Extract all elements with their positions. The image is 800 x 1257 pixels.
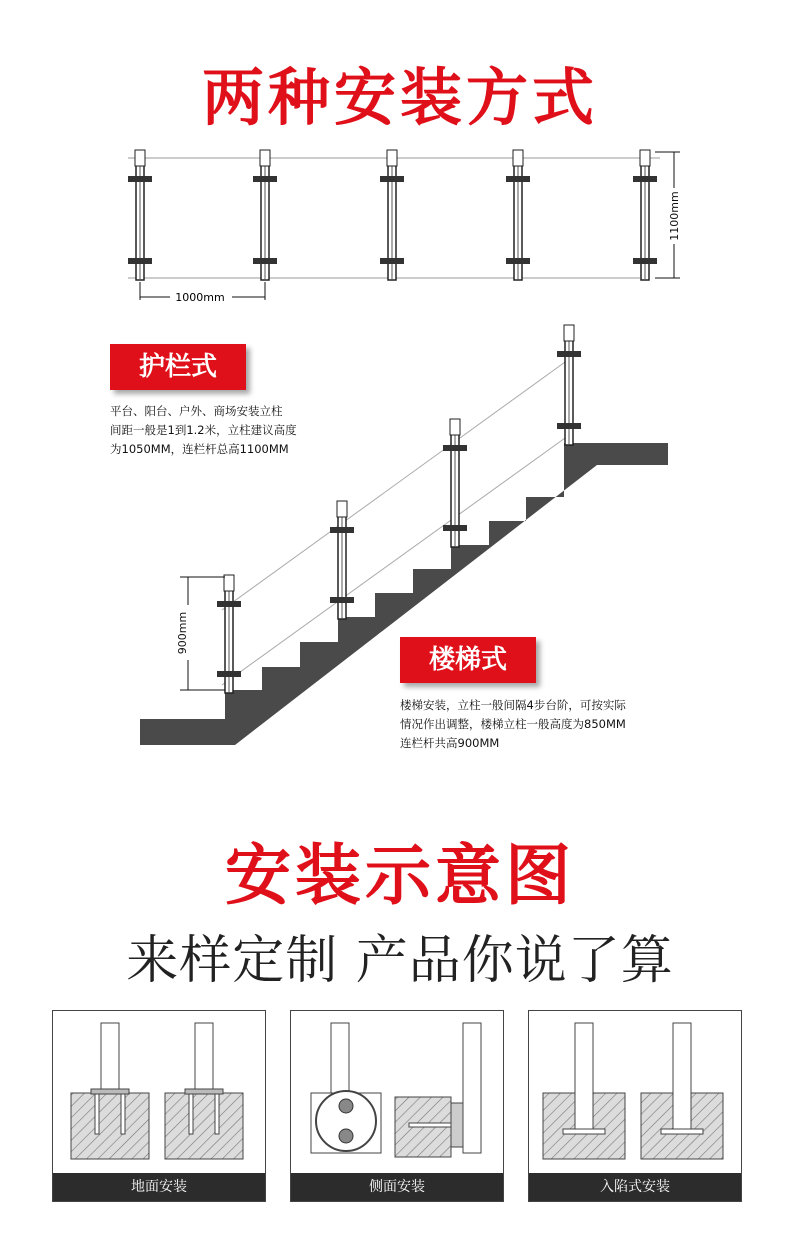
- guardrail-desc-line: 平台、阳台、户外、商场安装立柱: [110, 404, 283, 418]
- guardrail-tag: 护栏式: [110, 344, 246, 390]
- clamp-top: [217, 601, 241, 607]
- panel-caption: 侧面安装: [291, 1173, 503, 1201]
- stair-desc-line: 情况作出调整，楼梯立柱一般高度为850MM: [400, 717, 626, 731]
- clamp-bottom: [217, 671, 241, 677]
- clamp-top: [380, 176, 404, 182]
- main-heading: 两种安装方式: [201, 61, 598, 134]
- post-cap: [513, 150, 523, 166]
- clamp-bottom: [506, 258, 530, 264]
- railing-elevation-diagram: [0, 140, 800, 315]
- stair-desc-line: 楼梯安装，立柱一般间隔4步台阶，可按实际: [400, 698, 626, 712]
- side-install-illustration: [291, 1011, 503, 1173]
- clamp-top: [330, 527, 354, 533]
- panel-side-install: [290, 1010, 504, 1202]
- post-cap: [564, 325, 574, 341]
- panel-floor-install: [52, 1010, 266, 1202]
- post-cap: [260, 150, 270, 166]
- install-heading: 安装示意图: [225, 837, 575, 914]
- clamp-top: [253, 176, 277, 182]
- floor-install-illustration: [53, 1011, 265, 1173]
- post-cap: [135, 150, 145, 166]
- guardrail-desc-line: 为1050MM，连栏杆总高1100MM: [110, 442, 289, 456]
- post-cap: [224, 575, 234, 591]
- clamp-bottom: [128, 258, 152, 264]
- clamp-bottom: [557, 423, 581, 429]
- panel-caption: 入陷式安装: [529, 1173, 741, 1201]
- stair-height-label: 900mm: [176, 611, 189, 655]
- post-cap: [387, 150, 397, 166]
- panel-caption: 地面安装: [53, 1173, 265, 1201]
- clamp-bottom: [253, 258, 277, 264]
- subheading: 来样定制 产品你说了算: [126, 931, 674, 991]
- spacing-label: 1000mm: [175, 291, 225, 304]
- clamp-bottom: [330, 597, 354, 603]
- clamp-top: [557, 351, 581, 357]
- post-cap: [640, 150, 650, 166]
- post-cap: [450, 419, 460, 435]
- clamp-top: [506, 176, 530, 182]
- clamp-bottom: [380, 258, 404, 264]
- stair-description: [400, 696, 690, 753]
- railing-posts: [128, 150, 657, 280]
- stair-tag: 楼梯式: [400, 637, 536, 683]
- guardrail-desc-line: 间距一般是1到1.2米，立柱建议高度: [110, 423, 297, 437]
- clamp-bottom: [443, 525, 467, 531]
- panel-embedded-install: [528, 1010, 742, 1202]
- height-label: 1100mm: [668, 191, 681, 241]
- stair-desc-line: 连栏杆共高900MM: [400, 736, 500, 750]
- clamp-top: [128, 176, 152, 182]
- clamp-top: [443, 445, 467, 451]
- embedded-install-illustration: [529, 1011, 741, 1173]
- clamp-top: [633, 176, 657, 182]
- post-cap: [337, 501, 347, 517]
- clamp-bottom: [633, 258, 657, 264]
- stair-diagram: [0, 315, 800, 755]
